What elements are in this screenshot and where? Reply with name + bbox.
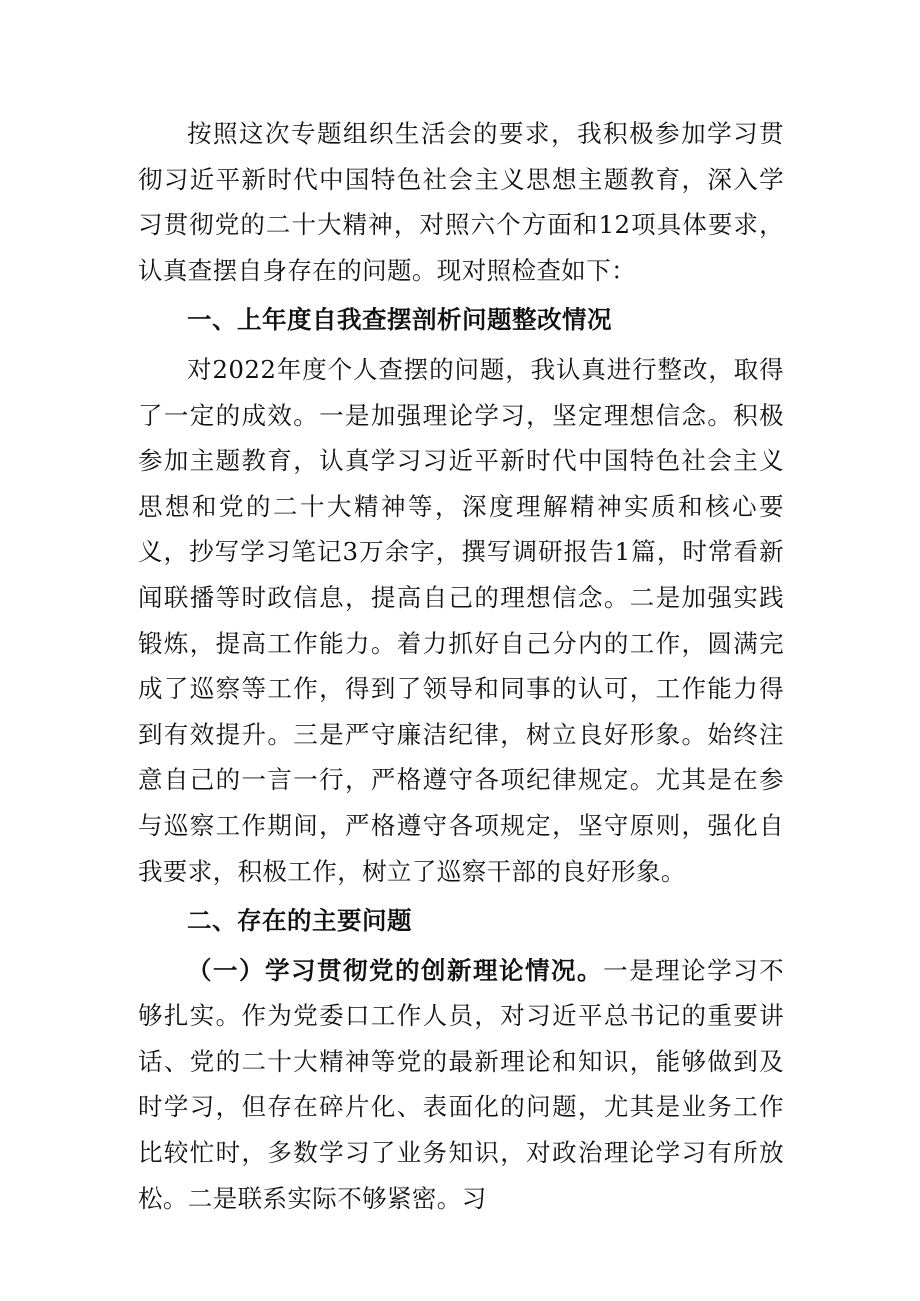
subsection-1-lead: （一）学习贯彻党的创新理论情况。 [187, 955, 604, 985]
document-body [138, 111, 784, 1221]
subsection-1-body: 一是理论学习不够扎实。作为党委口工作人员，对习近平总书记的重要讲话、党的二十大精神等党的最新理论和知识，能够做到及时学习，但存在碎片化、表面化的问题，尤其是业务工作比较忙时，多数学习了业务知识，对政治理论学习有所放松。二是联系实际不够紧密。习 [138, 955, 784, 1213]
intro-paragraph: 按照这次专题组织生活会的要求，我积极参加学习贯彻习近平新时代中国特色社会主义思想主题教育，深入学习贯彻党的二十大精神，对照六个方面和12项具体要求，认真查摆自身存在的问题。现对照检查如下： [138, 119, 784, 285]
section-heading-1: 一、上年度自我查摆剖析问题整改情况 [187, 305, 612, 335]
section-heading-2: 二、存在的主要问题 [187, 906, 412, 936]
subsection-1-paragraph [138, 948, 784, 1222]
section-1-paragraph: 对2022年度个人查摆的问题，我认真进行整改，取得了一定的成效。一是加强理论学习，坚定理想信念。积极参加主题教育，认真学习习近平新时代中国特色社会主义思想和党的二十大精神等，深度理解精神实质和核心要义，抄写学习笔记3万余字，撰写调研报告1篇，时常看新闻联播等时政信息，提高自己的理想信念。二是加强实践锻炼，提高工作能力。着力抓好自己分内的工作，圆满完成了巡察等工作，得到了领导和同事的认可，工作能力得到有效提升。三是严守廉洁纪律，树立良好形象。始终注意自己的一言一行，严格遵守各项纪律规定。尤其是在参与巡察工作期间，严格遵守各项规定，坚守原则，强化自我要求，积极工作，树立了巡察干部的良好形象。 [138, 354, 784, 886]
